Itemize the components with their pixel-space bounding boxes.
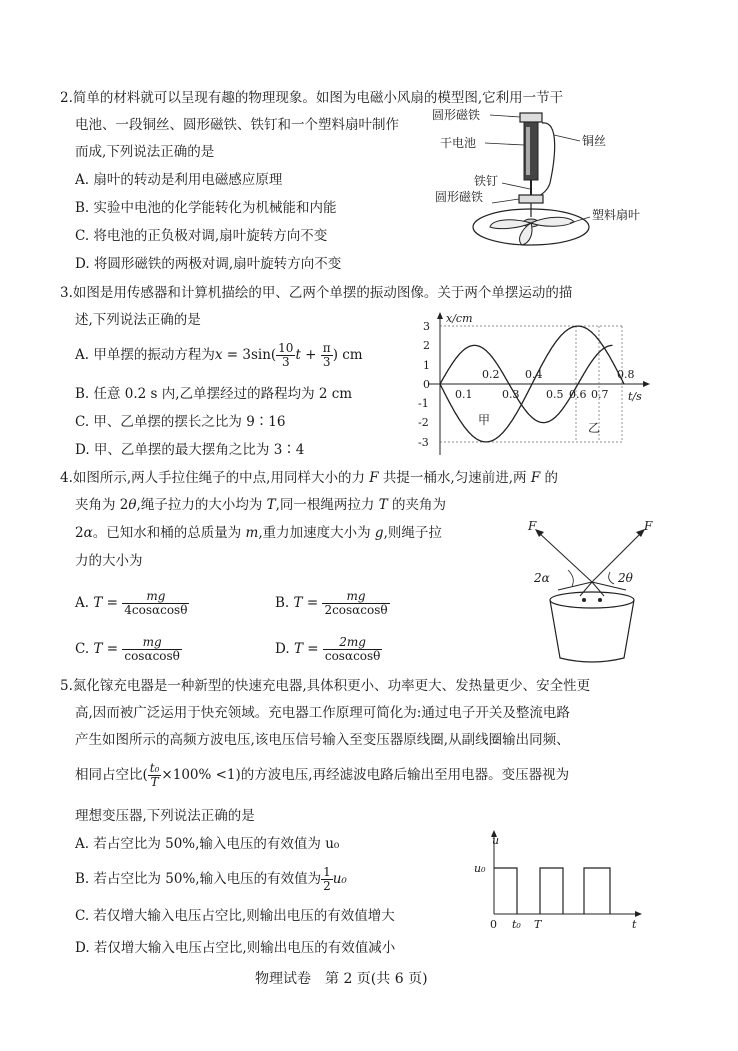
- y-tick-3: 3: [423, 320, 430, 333]
- y-axis-label: x/cm: [446, 312, 473, 325]
- frac-num: 10: [278, 341, 294, 355]
- opt-label: D.: [275, 641, 294, 657]
- x-tick-0.1: 0.1: [455, 388, 473, 401]
- q5-option-b-u0: u₀: [332, 871, 347, 887]
- q2-option-c: C. 将电池的正负极对调,扇叶旋转方向不变: [75, 228, 328, 244]
- q3-option-d: D. 甲、乙单摆的最大摆角之比为 3∶4: [75, 442, 305, 458]
- q5-option-c: C. 若仅增大输入电压占空比,则输出电压的有效值增大: [75, 908, 395, 924]
- frac-den: cosαcosθ: [324, 649, 381, 663]
- q5-stem-4a: 相同占空比(: [75, 767, 148, 783]
- q2-option-a: A. 扇叶的转动是利用电磁感应原理: [75, 172, 283, 188]
- label-magnet-bottom: 圆形磁铁: [435, 190, 484, 204]
- u0-label: u₀: [474, 862, 486, 875]
- opt-label: C.: [75, 641, 94, 657]
- frac-num: mg: [122, 636, 182, 650]
- label-wire: 铜丝: [582, 134, 607, 148]
- q3-option-a-suffix: ) cm: [332, 347, 363, 363]
- opt-eq: =: [302, 595, 323, 611]
- frac-den: 3: [281, 355, 290, 369]
- opt-frac: [122, 636, 182, 663]
- q3-option-a-frac2: [321, 342, 333, 369]
- opt-frac: [322, 590, 389, 617]
- x-axis-label: t/s: [628, 390, 642, 403]
- q3-option-a-prefix: A. 甲单摆的振动方程为: [75, 347, 215, 363]
- q4-option-b: [275, 586, 390, 620]
- frac-den: cosαcosθ: [124, 649, 180, 663]
- x-tick-0.8: 0.8: [617, 368, 635, 381]
- frac-num: mg: [122, 590, 189, 604]
- q3-line1: [60, 283, 572, 303]
- q4-line3: [75, 523, 442, 543]
- q4-stem-2c: ,同一根绳两拉力: [275, 497, 379, 513]
- q4-bucket-figure: [520, 518, 660, 668]
- q4-stem-1b: 共提一桶水,匀速前进,两: [378, 470, 531, 486]
- opt-label: B.: [275, 595, 294, 611]
- q4-theta: θ: [128, 497, 137, 513]
- frac-num: 1: [323, 865, 331, 879]
- q4-option-a: [75, 586, 189, 620]
- y-tick-1: 1: [423, 359, 430, 372]
- opt-lhs: T: [93, 595, 103, 611]
- q4-stem-3c: ,重力加速度大小为: [258, 525, 375, 541]
- opt-eq: =: [102, 595, 123, 611]
- q5-stem-2: 高,因而被广泛运用于快充领域。充电器工作原理可简化为:通过电子开关及整流电路: [75, 705, 570, 721]
- q2-stem-1: 简单的材料就可以呈现有趣的物理现象。如图为电磁小风扇的模型图,它利用一节干: [72, 90, 564, 106]
- q3-option-a-x: x: [214, 347, 223, 363]
- q4-stem-2b: ,绳子拉力的大小均为: [136, 497, 267, 513]
- x-tick-0.2: 0.2: [482, 368, 500, 381]
- q5-option-b-frac: [321, 866, 333, 893]
- label-jia: 甲: [478, 413, 491, 427]
- q2-option-b: B. 实验中电池的化学能转化为机械能和内能: [75, 200, 337, 216]
- q5-option-a: A. 若占空比为 50%,输入电压的有效值为 u₀: [75, 836, 340, 852]
- q3-option-a-eq: = 3sin(: [222, 347, 277, 363]
- q4-F: F: [369, 470, 379, 486]
- x-tick-0.5: 0.5: [546, 388, 564, 401]
- opt-label: A.: [75, 595, 94, 611]
- q3-number: 3.: [60, 285, 73, 301]
- q5-number: 5.: [60, 678, 73, 694]
- q5-stem-3: 产生如图所示的高频方波电压,该电压信号输入至变压器原线圈,从副线圈输出同频、: [75, 732, 570, 748]
- y-tick-m3: -3: [418, 436, 429, 449]
- q4-F-2: F: [530, 470, 541, 486]
- page-footer: 物理试卷 第 2 页(共 6 页): [255, 971, 428, 987]
- q2-option-d: D. 将圆形磁铁的两极对调,扇叶旋转方向不变: [75, 256, 342, 272]
- q3-option-a: [75, 338, 363, 372]
- T-label: T: [534, 918, 542, 931]
- q5-option-b-a: B. 若占空比为 50%,输入电压的有效值为: [75, 871, 322, 887]
- q3-option-c: C. 甲、乙单摆的摆长之比为 9∶16: [75, 414, 286, 430]
- q4-stem-2a: 夹角为 2: [75, 497, 129, 513]
- opt-lhs: T: [93, 641, 103, 657]
- q5-line1: [60, 676, 590, 696]
- q5-stem-4b: ×100% <1)的方波电压,再经滤波电路后输出至用电器。变压器视为: [161, 767, 570, 783]
- q2-stem-2: 电池、一段铜丝、圆形磁铁、铁钉和一个塑料扇叶制作: [75, 117, 399, 133]
- label-2alpha: 2α: [534, 571, 550, 585]
- label-nail: 铁钉: [474, 174, 499, 188]
- q4-stem-3b: 。已知水和桶的总质量为: [92, 525, 246, 541]
- opt-eq: =: [102, 641, 123, 657]
- u-axis-label: u: [492, 834, 500, 847]
- frac-num: 2mg: [323, 636, 383, 650]
- q2-stem-3: 而成,下列说法正确的是: [75, 144, 215, 160]
- opt-lhs: T: [293, 595, 303, 611]
- q4-option-d: [275, 632, 382, 666]
- q3-oscillation-graph: [418, 310, 658, 460]
- q4-T-2: T: [378, 497, 388, 513]
- origin-label: 0: [490, 918, 497, 931]
- q5-stem-1: 氮化镓充电器是一种新型的快速充电器,具体积更小、功率更大、发热量更少、安全性更: [72, 678, 591, 694]
- t0-label: t₀: [512, 918, 521, 931]
- q4-stem-1a: 如图所示,两人手拉住绳子的中点,用同样大小的力: [72, 470, 370, 486]
- q4-T: T: [266, 497, 276, 513]
- q3-stem-1: 如图是用传感器和计算机描绘的甲、乙两个单摆的振动图像。关于两个单摆运动的描: [72, 285, 573, 301]
- frac-den: 2cosαcosθ: [324, 603, 388, 617]
- q3-option-a-t: t: [295, 347, 301, 363]
- q5-option-b: [75, 862, 347, 896]
- q2-fan-figure: [430, 105, 700, 275]
- q5-stem-5: 理想变压器,下列说法正确的是: [75, 808, 255, 824]
- opt-frac: [122, 590, 189, 617]
- frac-den: T: [150, 775, 159, 789]
- q4-line2: [75, 495, 446, 515]
- label-yi: 乙: [588, 421, 601, 435]
- opt-lhs: T: [293, 641, 303, 657]
- x-tick-0.4: 0.4: [525, 368, 543, 381]
- q4-alpha: α: [83, 525, 93, 541]
- x-tick-0.6: 0.6: [569, 388, 587, 401]
- label-2theta: 2θ: [618, 571, 633, 585]
- y-tick-m1: -1: [418, 397, 429, 410]
- frac-den: 4cosαcosθ: [124, 603, 188, 617]
- frac-den: 3: [322, 355, 331, 369]
- label-F-right: F: [644, 519, 653, 533]
- y-tick-2: 2: [423, 339, 430, 352]
- y-tick-0: 0: [423, 378, 430, 391]
- q3-stem-2: 述,下列说法正确的是: [75, 312, 201, 328]
- q4-m: m: [245, 525, 259, 541]
- q3-option-a-plus: +: [300, 347, 321, 363]
- q5-option-d: D. 若仅增大输入电压占空比,则输出电压的有效值减小: [75, 940, 396, 956]
- x-tick-0.7: 0.7: [591, 388, 609, 401]
- q4-stem-3d: ,则绳子拉: [383, 525, 442, 541]
- opt-frac: [323, 636, 383, 663]
- q5-square-wave-graph: [472, 828, 648, 932]
- q3-option-a-frac1: [276, 342, 295, 369]
- label-magnet-top: 圆形磁铁: [432, 108, 481, 122]
- q4-option-c: [75, 632, 182, 666]
- q5-duty-frac: [148, 762, 162, 789]
- q5-line4: [75, 758, 569, 792]
- frac-den: 2: [323, 879, 331, 893]
- q3-option-b: B. 任意 0.2 s 内,乙单摆经过的路程均为 2 cm: [75, 386, 353, 402]
- q4-stem-2d: 的夹角为: [387, 497, 447, 513]
- q4-stem-3a: 2: [75, 525, 84, 541]
- label-battery: 干电池: [440, 136, 477, 150]
- opt-eq: =: [302, 641, 323, 657]
- q4-number: 4.: [60, 470, 73, 486]
- q4-g: g: [374, 525, 384, 541]
- label-F-left: F: [528, 519, 537, 533]
- q2-number: 2.: [60, 90, 73, 106]
- q4-stem-4: 力的大小为: [75, 553, 143, 569]
- frac-num: π: [322, 341, 331, 355]
- label-fan: 塑料扇叶: [592, 208, 641, 222]
- q4-line1: [60, 468, 558, 488]
- q4-stem-1c: 的: [540, 470, 558, 486]
- frac-num: mg: [322, 590, 389, 604]
- x-tick-0.3: 0.3: [502, 388, 520, 401]
- y-tick-m2: -2: [418, 416, 429, 429]
- t-axis-label: t: [632, 918, 637, 931]
- frac-num: t₀: [149, 761, 160, 775]
